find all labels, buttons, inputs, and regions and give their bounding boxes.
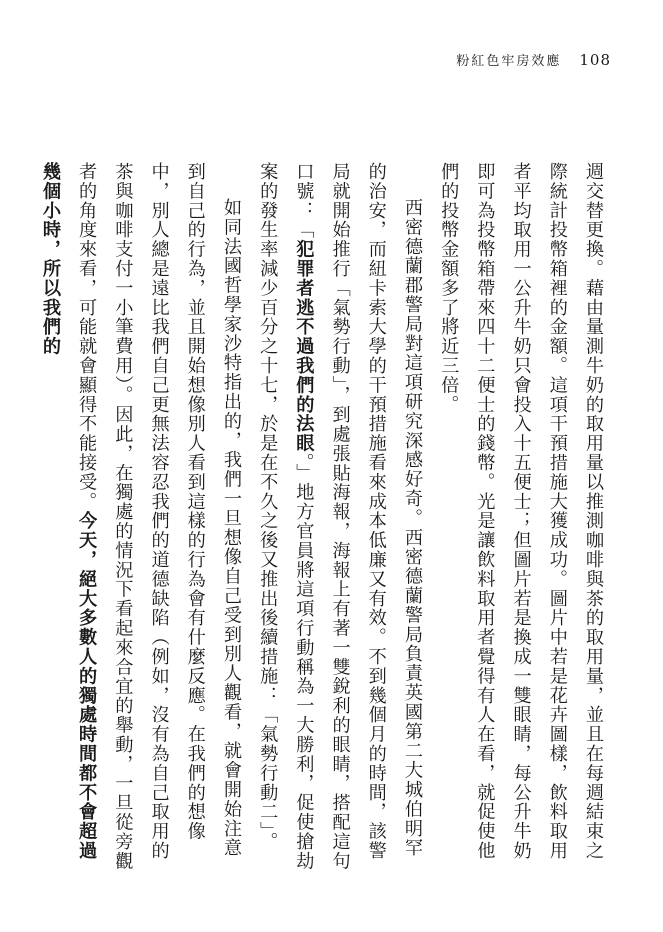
paragraph-1-text: 週交替更換。藉由量測牛奶的取用量以推測咖啡與茶的取用量，並且在每週結束之際統計投幣箱裡的金額。這項干預措施大獲成功。圖片中若是花卉圖樣，飲料取用者平均取用一公升牛奶只會投入十五便士；但圖片若是換成一雙眼睛，每公升牛奶即可為投幣箱帶來四十二便士的錢幣。光是讓飲料取用者覺得有人在看，就促使他們的投幣金額多了將近三倍。: [438, 162, 604, 861]
page-number: 108: [579, 51, 611, 69]
paragraph-2: [249, 162, 430, 872]
paragraph-2-bold-slogan: 犯罪者逃不過我們的法眼: [293, 239, 315, 454]
body-text: [37, 162, 611, 872]
paragraph-3: [37, 162, 249, 872]
paragraph-1: [430, 162, 611, 872]
paragraph-3-text: 如同法國哲學家沙特指出的，我們一旦想像自己受到別人觀看，就會開始注意到自己的行為，並且開始想像別人看到這樣的行為會有什麼反應。在我們的想像中，別人總是遠比我們自己更無法容忍我們的道德缺陷（例如，沒有為自己取用的茶與咖啡支付一小筆費用）。因此，在獨處的情況下看起來合宜的舉動，一旦從旁觀者的角度來看，可能就會顯得不能接受。: [76, 162, 242, 871]
running-title: 粉紅色牢房效應: [456, 54, 562, 69]
paragraph-3-bold-text: 今天，絕大多數人的獨處時間都不會超過幾個小時，所以我們的: [39, 162, 98, 861]
running-header: [456, 50, 611, 69]
paragraph-2-text-a: 西密德蘭郡警局對這項研究深感好奇。西密德蘭警局負責英國第二大城伯明罕的治安，而紐卡索大學的干預措施看來成本低廉又有效。不到幾個月的時間，該警局就開始推行「氣勢行動」，到處張貼海報，海報上有著一雙銳利的眼睛，搭配這句口號：「: [293, 162, 423, 871]
paragraph-2-text-b: 。」地方官員將這項行動稱為一大勝利，促使搶劫案的發生率減少百分之十七，於是在不久之後又推出後續措施：「氣勢行動二」。: [257, 162, 315, 871]
